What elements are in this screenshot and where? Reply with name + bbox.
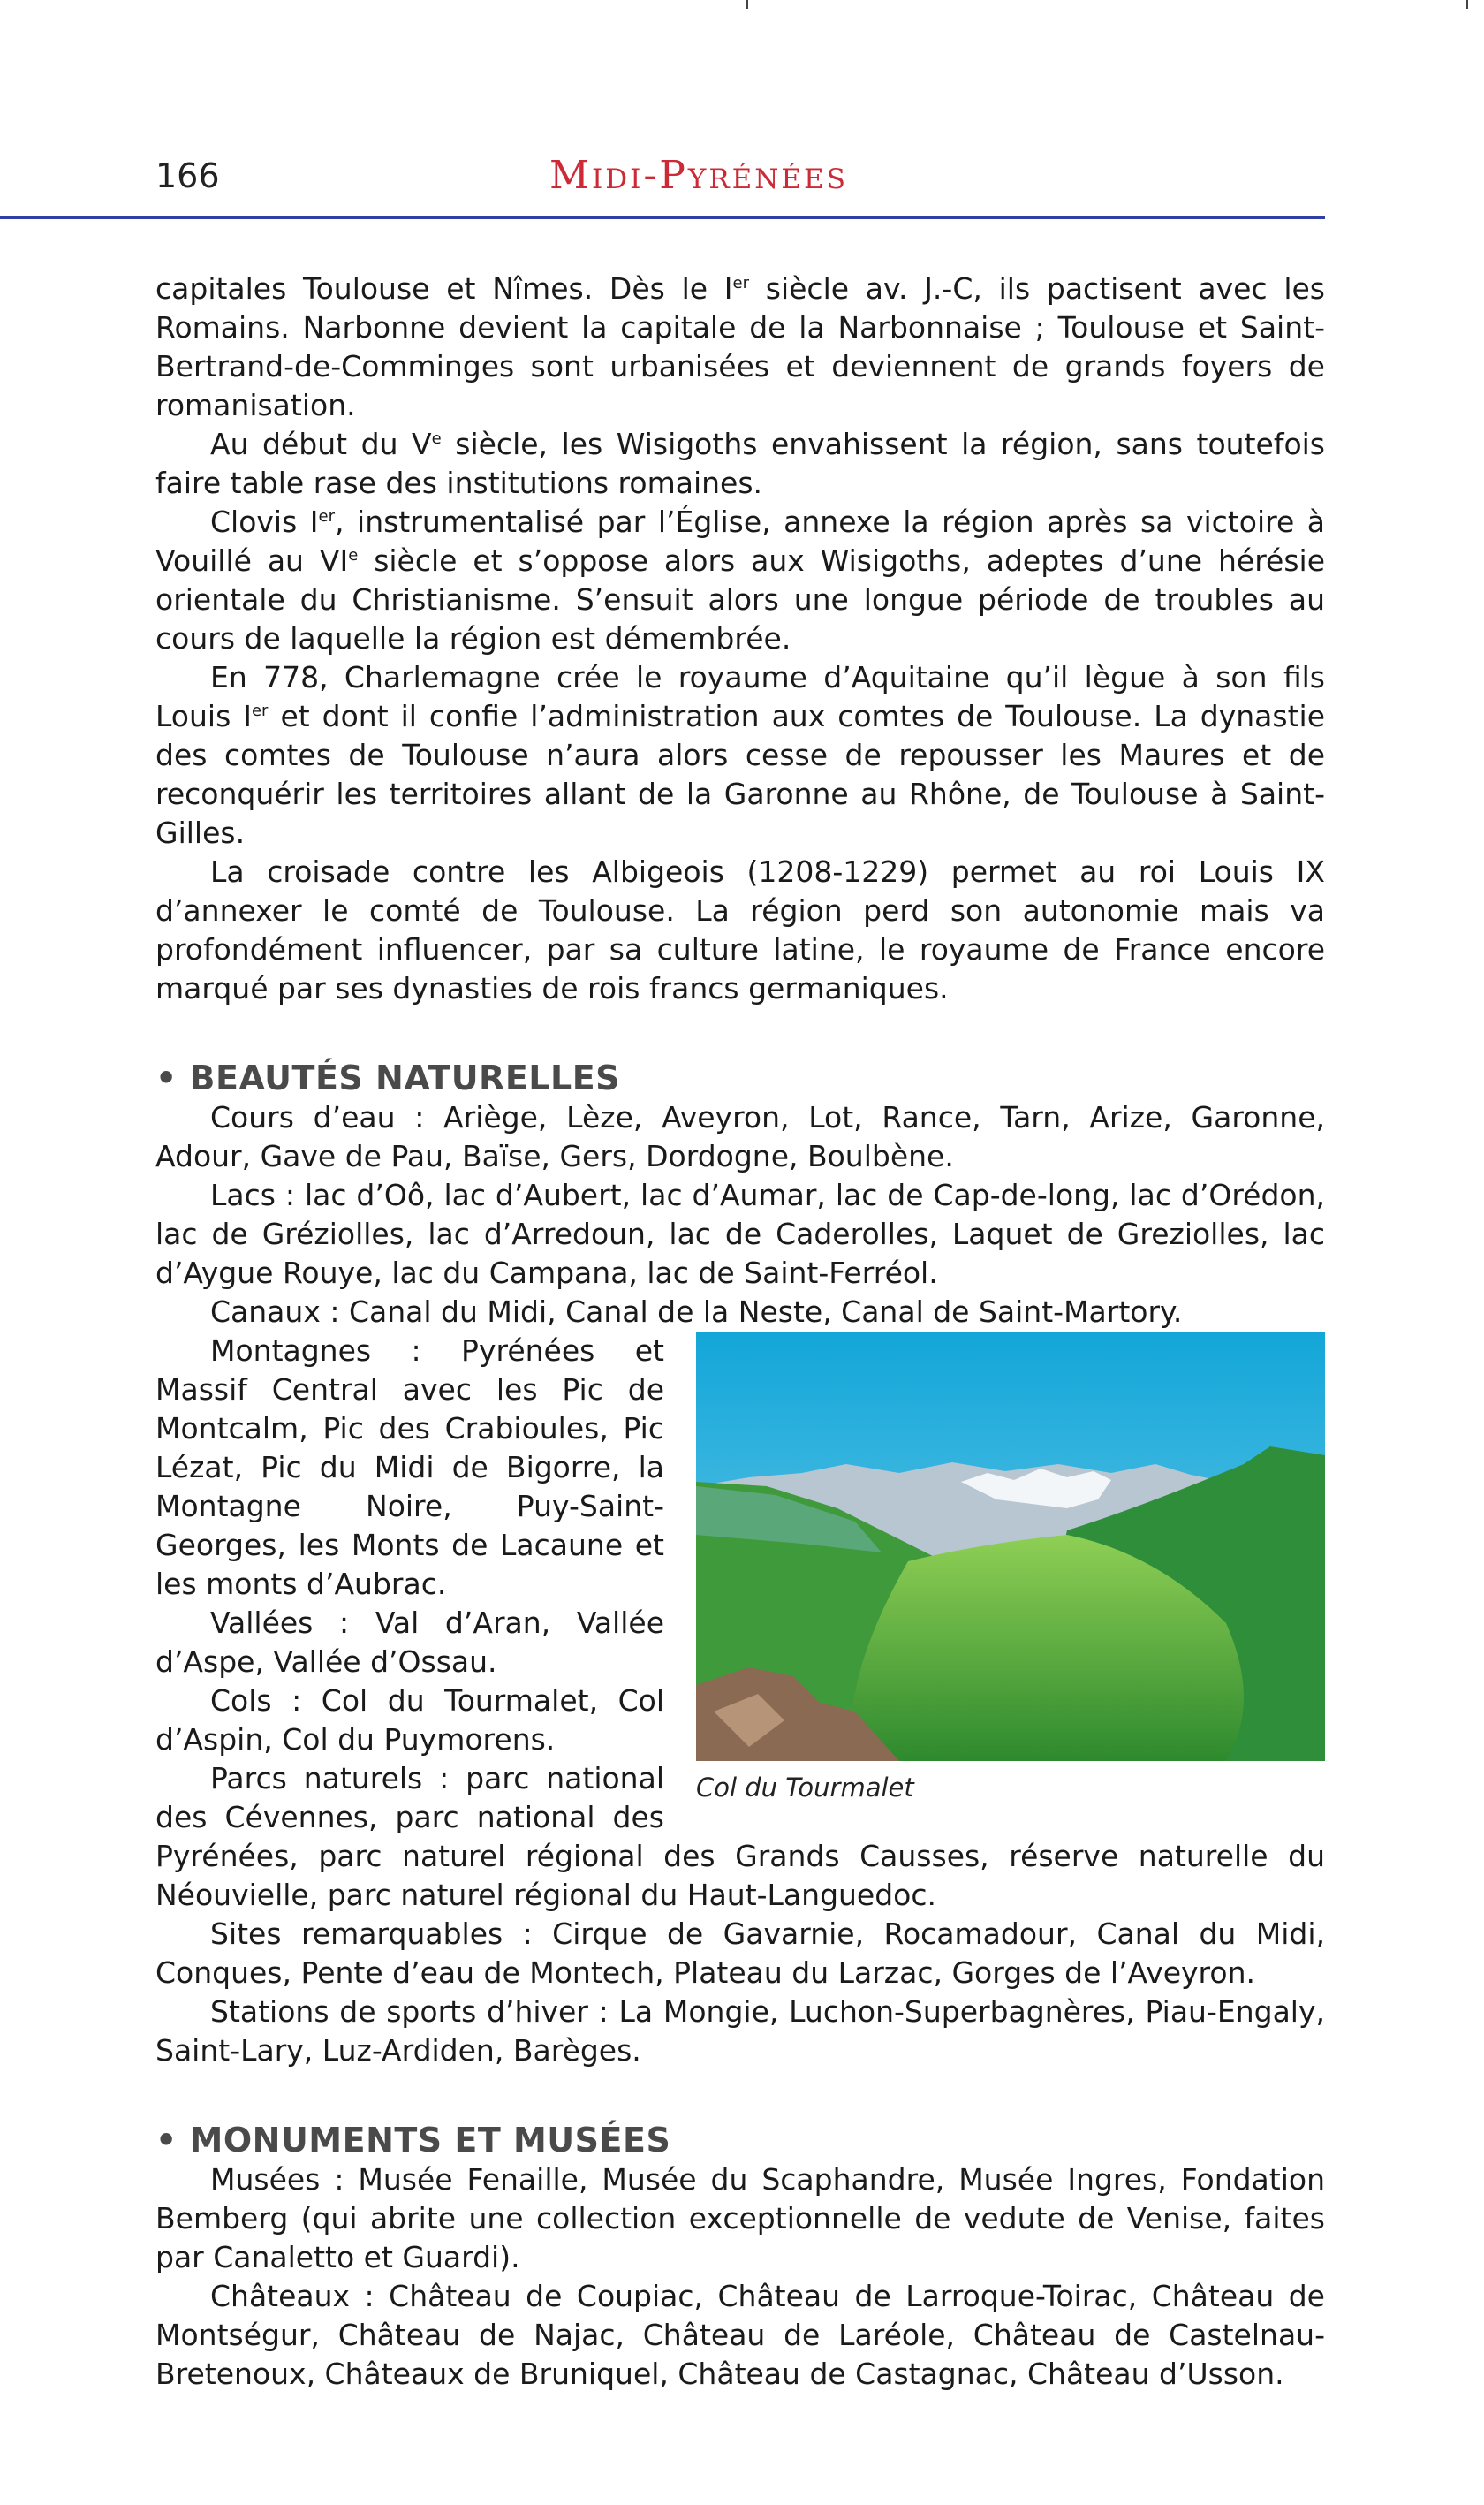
page-number: 166 <box>155 156 220 195</box>
paragraph-musees: Musées : Musée Fenaille, Musée du Scaphandre, Musée Ingres, Fondation Bemberg (qui abrite une collection exceptionnelle de vedute de Venise, faites par Canaletto et Guardi). <box>155 2162 1325 2274</box>
crop-mark <box>746 0 748 9</box>
paragraph: Au début du Ve siècle, les Wisigoths envahissent la région, sans toutefois faire table rase des institutions romaines. <box>155 427 1325 500</box>
section-heading-monuments: • MONUMENTS ET MUSÉES <box>155 2121 671 2160</box>
photo-caption: Col du Tourmalet <box>696 1772 914 1803</box>
paragraph-lacs: Lacs : lac d’Oô, lac d’Aubert, lac d’Aumar, lac de Cap-de-long, lac d’Orédon, lac de Gréziolles, lac d’Arredoun, lac de Caderolles, Laquet de Greziolles, lac d’Aygue Rouye, lac du Campana, lac de Saint-Ferréol. <box>155 1178 1325 1290</box>
paragraph-sites: Sites remarquables : Cirque de Gavarnie, Rocamadour, Canal du Midi, Conques, Pente d’eau de Montech, Plateau du Larzac, Gorges de l’Aveyron. <box>155 1917 1325 1990</box>
paragraph-chateaux: Châteaux : Château de Coupiac, Château de Larroque-Toirac, Château de Montségur, Château de Najac, Château de Laréole, Château de Castelnau-Bretenoux, Châteaux de Bruniquel, Château de Castagnac, Château d’Usson. <box>155 2279 1325 2391</box>
paragraph: capitales Toulouse et Nîmes. Dès le Ier siècle av. J.-C, ils pactisent avec les Romains. Narbonne devient la capitale de la Narbonnaise ; Toulouse et Saint-Bertrand-de-Comminges sont urbanisées et deviennent de grands foyers de romanisation. <box>155 271 1325 422</box>
page-header <box>0 146 1325 219</box>
page-body <box>155 269 1325 2394</box>
paragraph-parcs: Parcs naturels : parc national des Cévennes, parc national des Pyrénées, parc naturel régional des Grands Causses, réserve naturelle du Néouvielle, parc naturel régional du Haut-Languedoc. <box>155 1761 1325 1912</box>
running-title: Midi-Pyrénées <box>549 153 848 198</box>
paragraph-stations: Stations de sports d’hiver : La Mongie, Luchon-Superbagnères, Piau-Engaly, Saint-Lary, Luz-Ardiden, Barèges. <box>155 1994 1325 2068</box>
paragraph-vallees: Vallées : Val d’Aran, Vallée d’Aspe, Vallée d’Ossau. <box>155 1605 664 1679</box>
paragraph-canaux: Canaux : Canal du Midi, Canal de la Neste, Canal de Saint-Martory. <box>210 1294 1183 1329</box>
mountain-valley-photo <box>696 1332 1325 1761</box>
section-heading-beautes: • BEAUTÉS NATURELLES <box>155 1059 621 1097</box>
crop-mark <box>1466 0 1468 9</box>
photo-figure <box>696 1332 1325 1805</box>
paragraph: En 778, Charlemagne crée le royaume d’Aquitaine qu’il lègue à son fils Louis Ier et dont il confie l’administration aux comtes de Toulouse. La dynastie des comtes de Toulouse n’aura alors cesse de repousser les Maures et de reconquérir les territoires allant de la Garonne au Rhône, de Toulouse à Saint-Gilles. <box>155 660 1325 850</box>
paragraph-cols: Cols : Col du Tourmalet, Col d’Aspin, Col du Puymorens. <box>155 1683 664 1757</box>
paragraph: Clovis Ier, instrumentalisé par l’Église, annexe la région après sa victoire à Vouillé au VIe siècle et s’oppose alors aux Wisigoths, adeptes d’une hérésie orientale du Christianisme. S’ensuit alors une longue période de troubles au cours de laquelle la région est démembrée. <box>155 505 1326 656</box>
paragraph-montagnes: Montagnes : Pyrénées et Massif Central avec les Pic de Montcalm, Pic des Crabioules, Pic Lézat, Pic du Midi de Bigorre, la Montagne Noire, Puy-Saint-Georges, les Monts de Lacaune et les monts d’Aubrac. <box>155 1333 664 1601</box>
paragraph-cours-d-eau: Cours d’eau : Ariège, Lèze, Aveyron, Lot, Rance, Tarn, Arize, Garonne, Adour, Gave de Pau, Baïse, Gers, Dordogne, Boulbène. <box>155 1100 1325 1173</box>
paragraph: La croisade contre les Albigeois (1208-1229) permet au roi Louis IX d’annexer le comté de Toulouse. La région perd son autonomie mais va profondément influencer, par sa culture latine, le royaume de France encore marqué par ses dynasties de rois francs germaniques. <box>155 854 1325 1006</box>
